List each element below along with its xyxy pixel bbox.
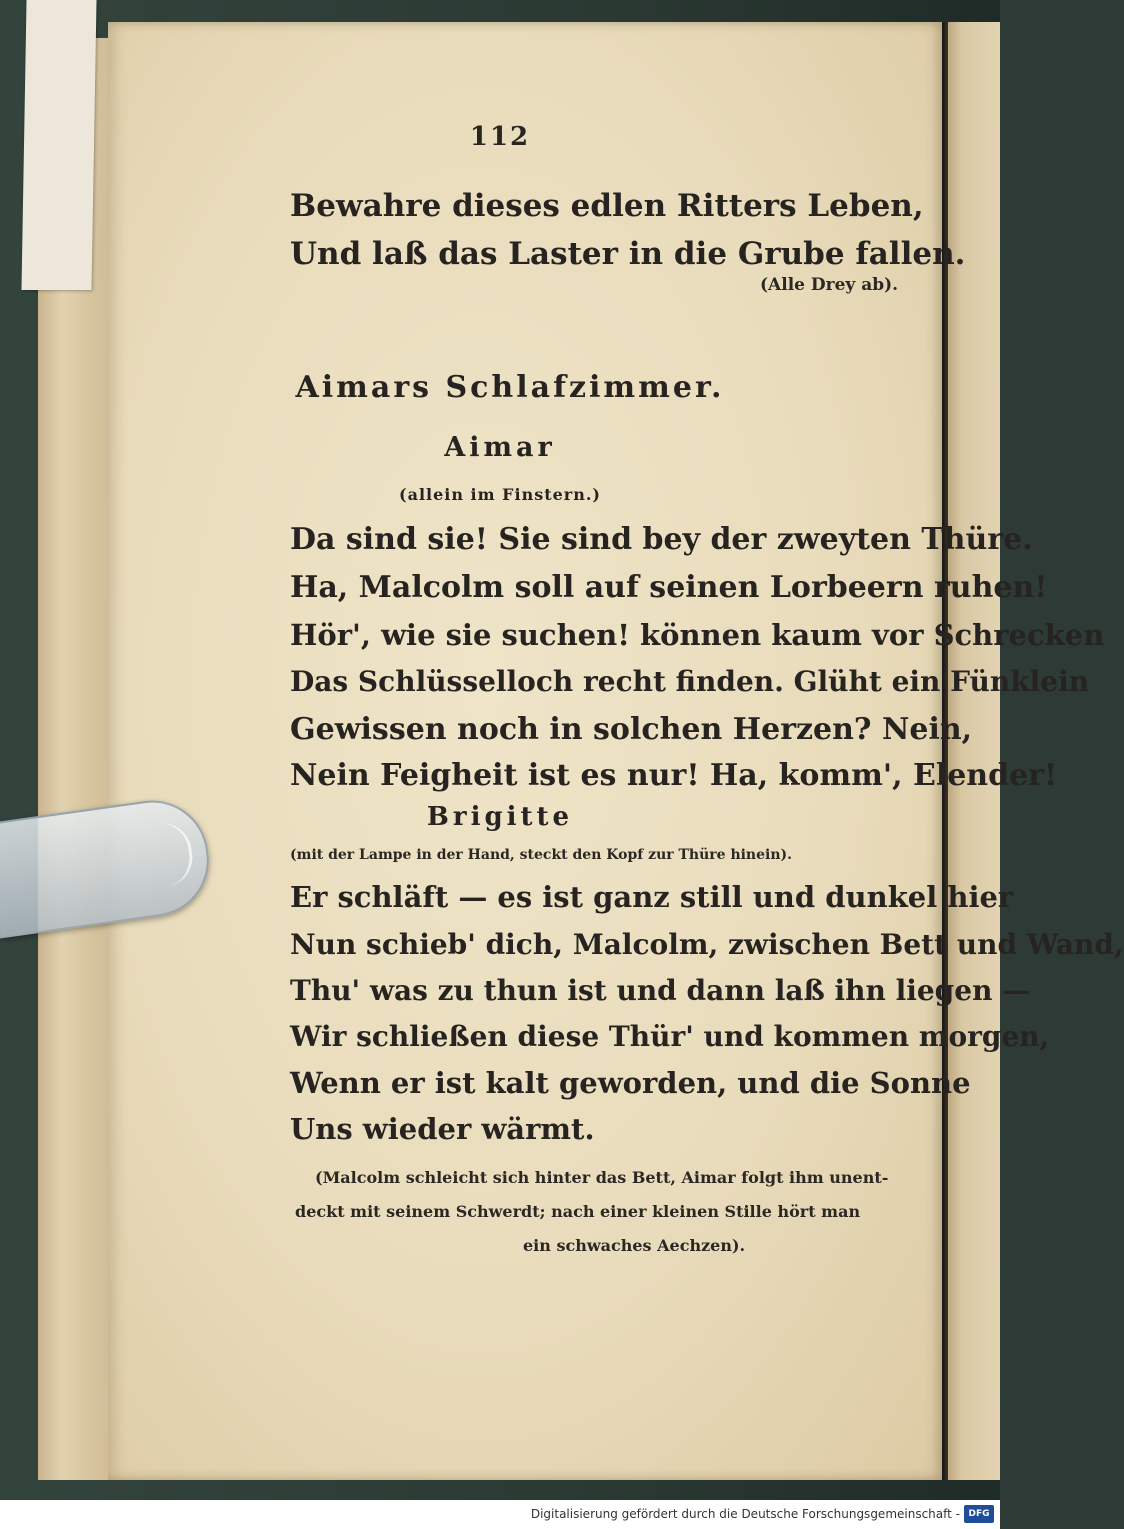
speaker-name: Aimar (444, 432, 556, 463)
verse-line: Das Schlüsselloch recht finden. Glüht ein Fünklein (290, 665, 1090, 698)
verse-line: Wir schließen diese Thür' und kommen morgen, (290, 1020, 1050, 1053)
verse-line: Und laß das Laster in die Grube fallen. (290, 236, 966, 272)
verse-line: Hör', wie sie suchen! können kaum vor Schrecken (290, 618, 1105, 652)
stage-direction: deckt mit seinem Schwerdt; nach einer kleinen Stille hört man (295, 1202, 861, 1221)
verse-line: Gewissen noch in solchen Herzen? Nein, (290, 712, 973, 747)
verse-line: Er schläft — es ist ganz still und dunkel hier (290, 880, 1014, 914)
verse-line: Nun schieb' dich, Malcolm, zwischen Bett und Wand, (290, 928, 1124, 961)
verse-line: Ha, Malcolm soll auf seinen Lorbeern ruhen! (290, 570, 1048, 605)
verse-line: Da sind sie! Sie sind bey der zweyten Thüre. (290, 522, 1033, 557)
verse-line: Thu' was zu thun ist und dann laß ihn liegen — (290, 974, 1031, 1007)
stage-direction: (mit der Lampe in der Hand, steckt den Kopf zur Thüre hinein). (290, 847, 793, 863)
stage-direction: (allein im Finstern.) (399, 485, 601, 504)
verse-line: Wenn er ist kalt geworden, und die Sonne (290, 1066, 971, 1100)
scene-heading: Aimars Schlafzimmer. (295, 370, 725, 405)
verse-line: Bewahre dieses edlen Ritters Leben, (290, 188, 924, 224)
verse-line: Uns wieder wärmt. (290, 1112, 595, 1146)
footer-credit: Digitalisierung gefördert durch die Deutsche Forschungsgemeinschaft - (530, 1507, 960, 1521)
dfg-logo: DFG (964, 1505, 994, 1523)
stage-direction-exit: (Alle Drey ab). (760, 275, 899, 295)
verse-line: Nein Feigheit ist es nur! Ha, komm', Elender! (290, 758, 1058, 793)
speaker-name: Brigitte (426, 802, 574, 832)
stage-direction: ein schwaches Aechzen). (523, 1236, 746, 1255)
page-number: 112 (469, 122, 531, 152)
stage-direction: (Malcolm schleicht sich hinter das Bett, Aimar folgt ihm unent- (315, 1168, 889, 1187)
